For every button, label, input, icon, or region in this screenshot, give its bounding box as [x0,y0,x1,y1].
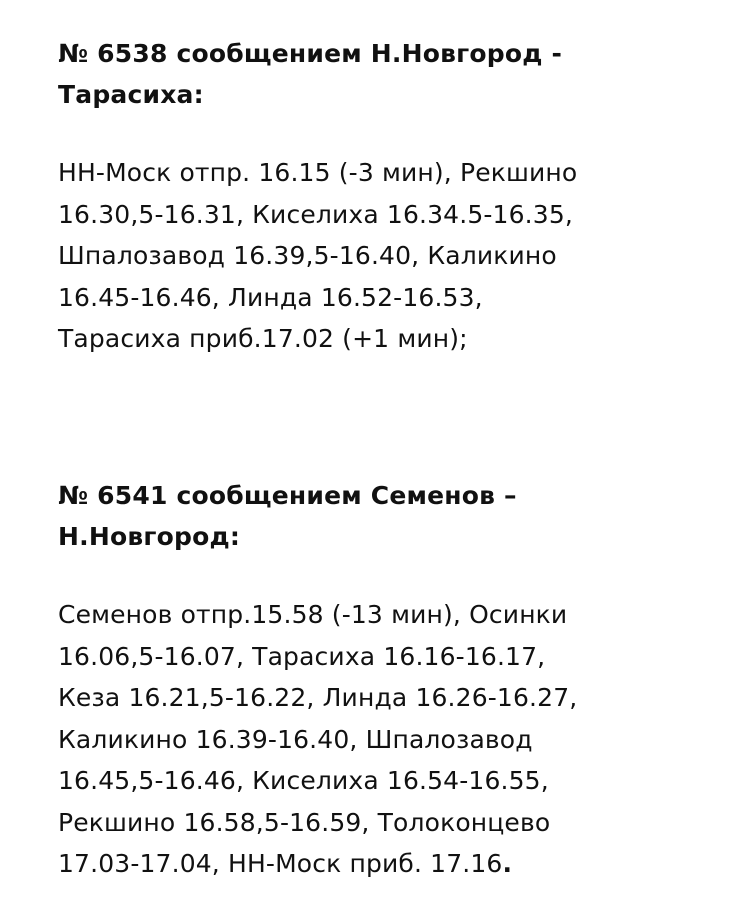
train-6541-title [58,475,728,557]
train-6538-section [58,33,728,360]
train-6538-schedule-line-1: НН-Моск отпр. 16.15 (-3 мин), Рекшино [58,158,578,187]
train-6538-schedule-line-4: 16.45-16.46, Линда 16.52-16.53, [58,282,483,312]
train-6541-schedule-line-3: Кеза 16.21,5-16.22, Линда 16.26-16.27, [58,683,578,712]
train-6538-title-line-1: № 6538 сообщением Н.Новгород - [58,39,563,68]
train-6541-schedule-line-2: 16.06,5-16.07, Тарасиха 16.16-16.17, [58,641,546,671]
train-6541-title-line-1: № 6541 сообщением Семенов – [58,481,517,510]
train-6538-schedule-line-5: Тарасиха приб.17.02 (+1 мин); [58,324,468,353]
train-6541-title-line-2: Н.Новгород: [58,522,241,551]
train-6541-schedule-line-7 [58,843,728,885]
final-period: . [502,849,513,878]
train-6541-section [58,475,728,885]
train-6541-schedule-line-6: Рекшино 16.58,5-16.59, Толоконцево [58,807,551,837]
train-6538-schedule [58,152,728,360]
train-6538-title-line-2: Тарасиха: [58,80,204,109]
train-6541-schedule-line-5: 16.45,5-16.46, Киселиха 16.54-16.55, [58,766,549,795]
train-6541-schedule [58,594,728,885]
train-6541-schedule-line-7-text: 17.03-17.04, НН-Моск приб. 17.16 [58,849,503,878]
train-6538-schedule-line-2: 16.30,5-16.31, Киселиха 16.34.5-16.35, [58,199,573,229]
train-6538-schedule-line-3: Шпалозавод 16.39,5-16.40, Каликино [58,241,557,270]
train-6541-schedule-line-4: Каликино 16.39-16.40, Шпалозавод [58,724,533,754]
train-6538-title [58,33,728,115]
train-6541-schedule-line-1: Семенов отпр.15.58 (-13 мин), Осинки [58,600,568,629]
